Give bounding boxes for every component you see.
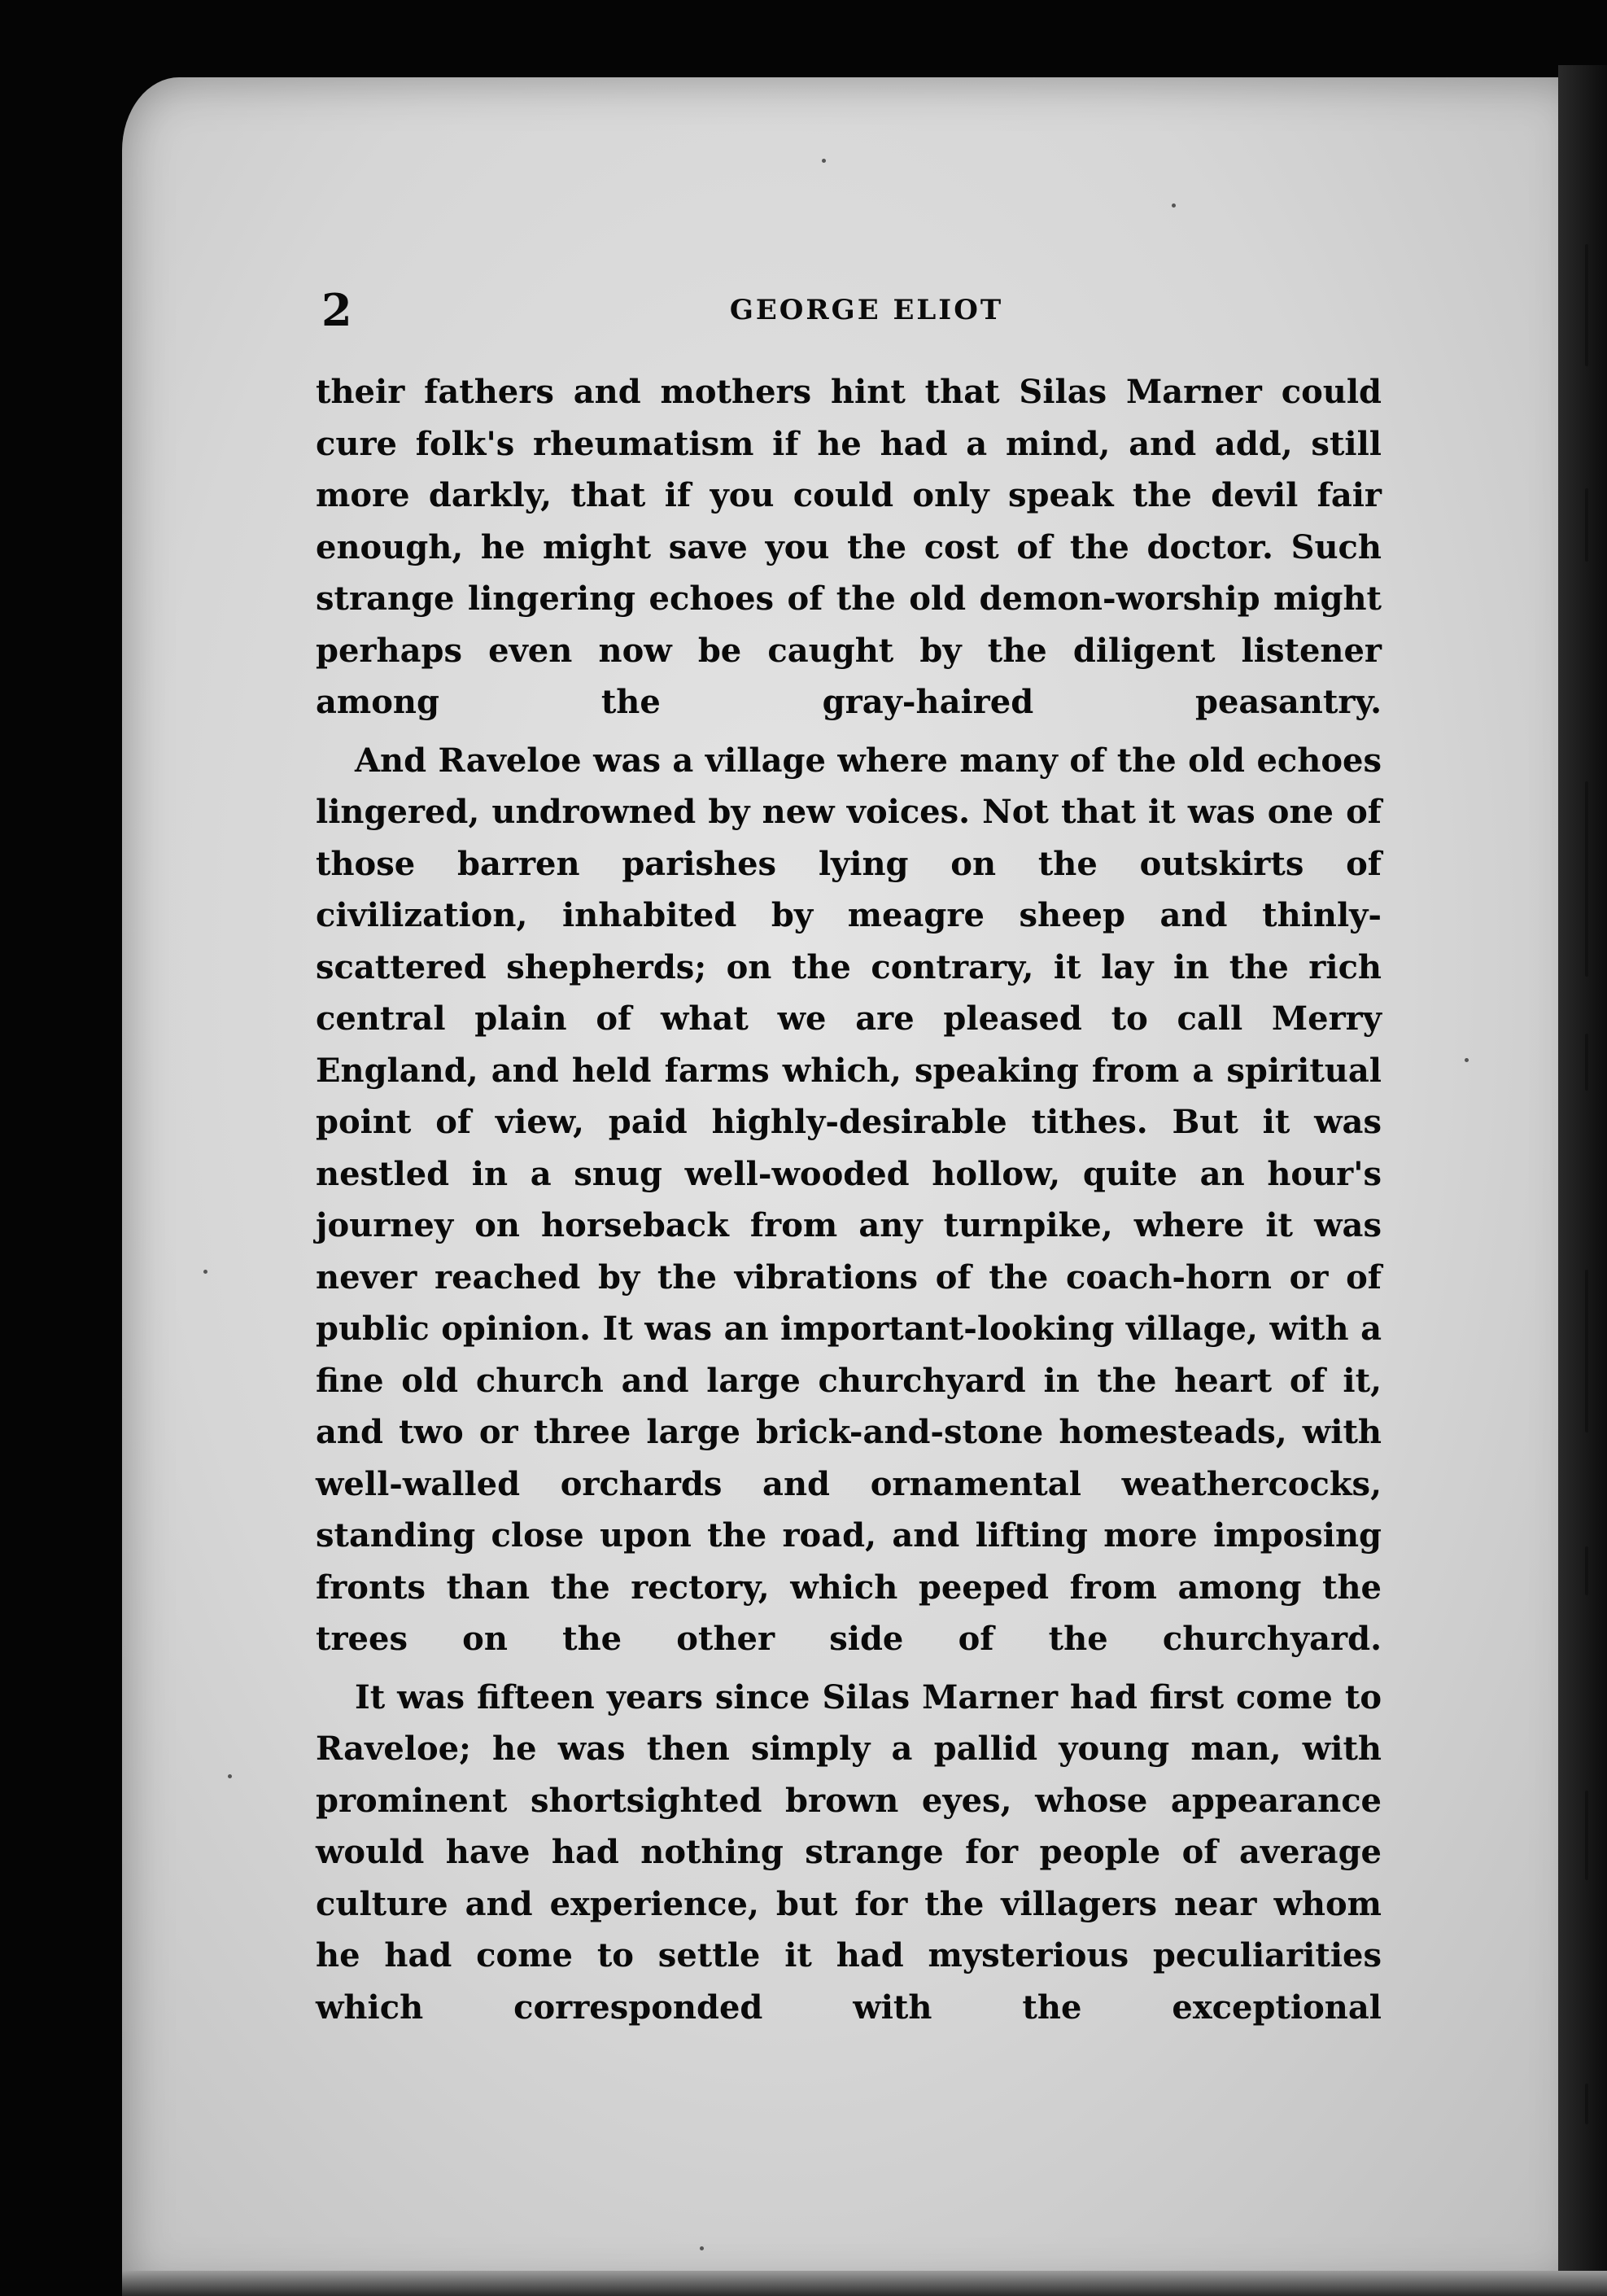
paragraph: It was fifteen years since Silas Marner had first come to Raveloe; he was then simply a pallid young man, with prominent shortsighted brown eyes, whose appearance would have had nothing strange for people of average culture and experience, but for the villagers near whom he had come to settle it had mysterious peculiarities which corresponded with the exceptional xyxy=(316,1677,1382,2027)
paragraph: And Raveloe was a village where many of the old echoes lingered, undrowned by new voices. Not that it was one of those barren parishes lying on the outskirts of civilization, inhabited by meagre sheep and thinly-scattered shepherds; on the contrary, it lay in the rich central plain of what we are pleased to call Merry England, and held farms which, speaking from a spiritual point of view, paid highly-desirable tithes. But it was nestled in a snug well-wooded hollow, quite an hour's journey on horseback from any turnpike, where it was never reached by the vibrations of the coach-horn or of public opinion. It was an important-looking village, with a fine old church and large churchyard in the heart of it, and two or three large brick-and-stone homesteads, with well-walled orchards and ornamental weathercocks, standing close upon the road, and lifting more imposing fronts than the rectory, which peeped from among the trees on the other side of the churchyard. xyxy=(316,741,1382,1658)
paper-speck xyxy=(1172,203,1176,208)
running-head: GEORGE ELIOT xyxy=(729,294,1004,326)
paper-speck xyxy=(228,1774,232,1778)
paper-speck xyxy=(203,1270,207,1274)
page-header xyxy=(321,282,1412,339)
paragraph: their fathers and mothers hint that Silas Marner could cure folk's rheumatism if he had a mind, and add, still more darkly, that if you could only speak the devil fair enough, he might save you the cost of the doctor. Such strange lingering echoes of the old demon-worship might perhaps even now be caught by the diligent listener among the gray-haired peasantry. xyxy=(316,373,1382,721)
paper-speck xyxy=(822,159,826,163)
margin-mark xyxy=(1585,1034,1588,1091)
page-bottom-edge xyxy=(122,2271,1607,2296)
body-text xyxy=(316,366,1382,2040)
margin-mark xyxy=(1585,781,1588,977)
page-number: 2 xyxy=(321,284,352,336)
margin-mark xyxy=(1585,1546,1588,1595)
paper-speck xyxy=(700,2246,704,2250)
margin-mark xyxy=(1585,1791,1588,1880)
margin-mark xyxy=(1585,2084,1588,2124)
margin-mark xyxy=(1585,1270,1588,1432)
paper-speck xyxy=(1465,1058,1469,1062)
margin-mark xyxy=(1585,244,1588,366)
page-right-edge xyxy=(1558,65,1607,2295)
margin-mark xyxy=(1585,488,1588,562)
